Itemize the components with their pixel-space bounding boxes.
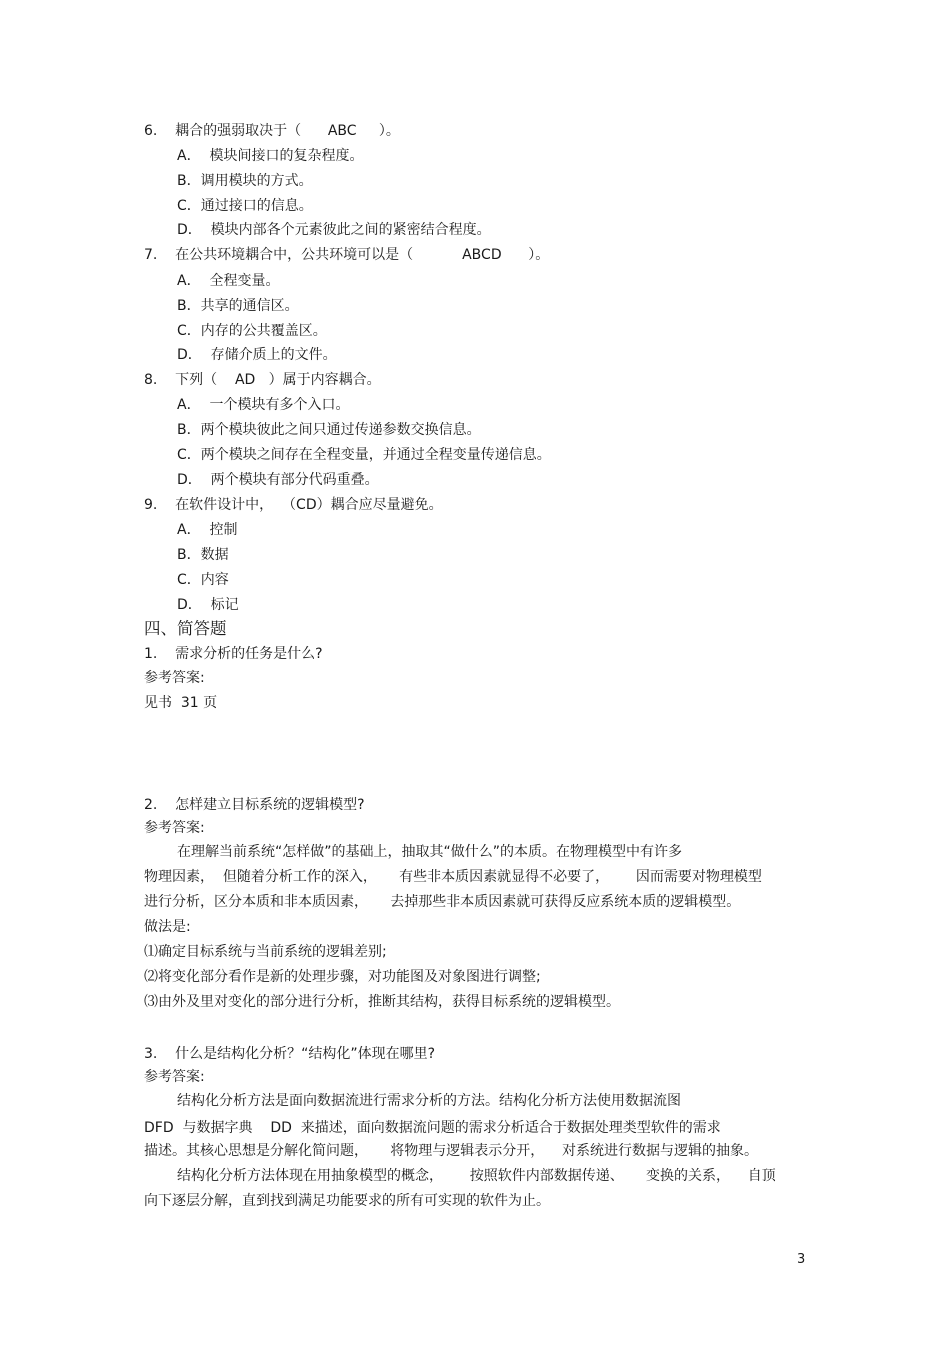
question-9-stem: 9. 在软件设计中， （CD）耦合应尽量避免。	[144, 497, 443, 513]
question-8-stem: 8. 下列（ AD ）属于内容耦合。	[144, 372, 381, 388]
short-question-2-ref-label: 参考答案:	[144, 820, 205, 836]
short-question-2-para-2: 物理因素， 但随着分析工作的深入， 有些非本质因素就显得不必要了， 因而需要对物理模型	[144, 869, 762, 885]
question-7-option-a: A． 全程变量。	[177, 273, 280, 289]
question-6-option-d: D． 模块内部各个元素彼此之间的紧密结合程度。	[177, 222, 491, 238]
question-8-option-a: A． 一个模块有多个入口。	[177, 397, 350, 413]
question-9-option-a: A． 控制	[177, 522, 238, 538]
short-question-1-title: 1. 需求分析的任务是什么?	[144, 646, 323, 662]
question-7-stem: 7. 在公共环境耦合中，公共环境可以是（ ABCD ）。	[144, 247, 550, 263]
question-7-option-c: C．内存的公共覆盖区。	[177, 323, 327, 339]
question-7-option-b: B．共享的通信区。	[177, 298, 299, 314]
short-question-2-title: 2. 怎样建立目标系统的逻辑模型?	[144, 797, 365, 813]
question-6-stem: 6. 耦合的强弱取决于（ ABC ）。	[144, 123, 400, 139]
short-question-3-para-1: 结构化分析方法是面向数据流进行需求分析的方法。结构化分析方法使用数据流图	[177, 1093, 681, 1109]
question-8-option-b: B．两个模块彼此之间只通过传递参数交换信息。	[177, 422, 481, 438]
question-9-option-c: C．内容	[177, 572, 229, 588]
short-question-2-step-1: ⑴确定目标系统与当前系统的逻辑差别;	[144, 944, 387, 960]
section-heading: 四、简答题	[144, 619, 227, 638]
short-question-2-step-2: ⑵将变化部分看作是新的处理步骤，对功能图及对象图进行调整;	[144, 969, 541, 985]
short-question-2-para-3: 进行分析，区分本质和非本质因素， 去掉那些非本质因素就可获得反应系统本质的逻辑模型。	[144, 894, 741, 910]
question-6-option-c: C．通过接口的信息。	[177, 198, 313, 214]
question-9-option-d: D． 标记	[177, 597, 239, 613]
short-question-3-title: 3. 什么是结构化分析？“结构化”体现在哪里?	[144, 1046, 436, 1062]
short-question-1-answer: 见书 31 页	[144, 695, 218, 711]
question-9-option-b: B．数据	[177, 547, 229, 563]
question-8-option-d: D． 两个模块有部分代码重叠。	[177, 472, 379, 488]
question-6-option-b: B．调用模块的方式。	[177, 173, 313, 189]
short-question-3-ref-label: 参考答案:	[144, 1069, 205, 1085]
page-number: 3	[797, 1252, 806, 1267]
short-question-3-para-3: 描述。其核心思想是分解化简问题， 将物理与逻辑表示分开， 对系统进行数据与逻辑的抽象。	[144, 1143, 759, 1159]
short-question-1-ref-label: 参考答案:	[144, 670, 205, 686]
short-question-2-step-3: ⑶由外及里对变化的部分进行分析，推断其结构，获得目标系统的逻辑模型。	[144, 994, 620, 1010]
short-question-3-para-2: DFD 与数据字典 DD 来描述，面向数据流问题的需求分析适合于数据处理类型软件的需求	[144, 1120, 721, 1136]
short-question-3-para-5: 向下逐层分解，直到找到满足功能要求的所有可实现的软件为止。	[144, 1193, 550, 1209]
question-8-option-c: C．两个模块之间存在全程变量，并通过全程变量传递信息。	[177, 447, 551, 463]
short-question-2-para-1: 在理解当前系统“怎样做”的基础上，抽取其“做什么”的本质。在物理模型中有许多	[177, 844, 683, 860]
short-question-2-method-label: 做法是:	[144, 919, 191, 935]
short-question-3-para-4: 结构化分析方法体现在用抽象模型的概念， 按照软件内部数据传递、 变换的关系， 自顶	[177, 1168, 776, 1184]
question-6-option-a: A． 模块间接口的复杂程度。	[177, 148, 364, 164]
question-7-option-d: D． 存储介质上的文件。	[177, 347, 337, 363]
